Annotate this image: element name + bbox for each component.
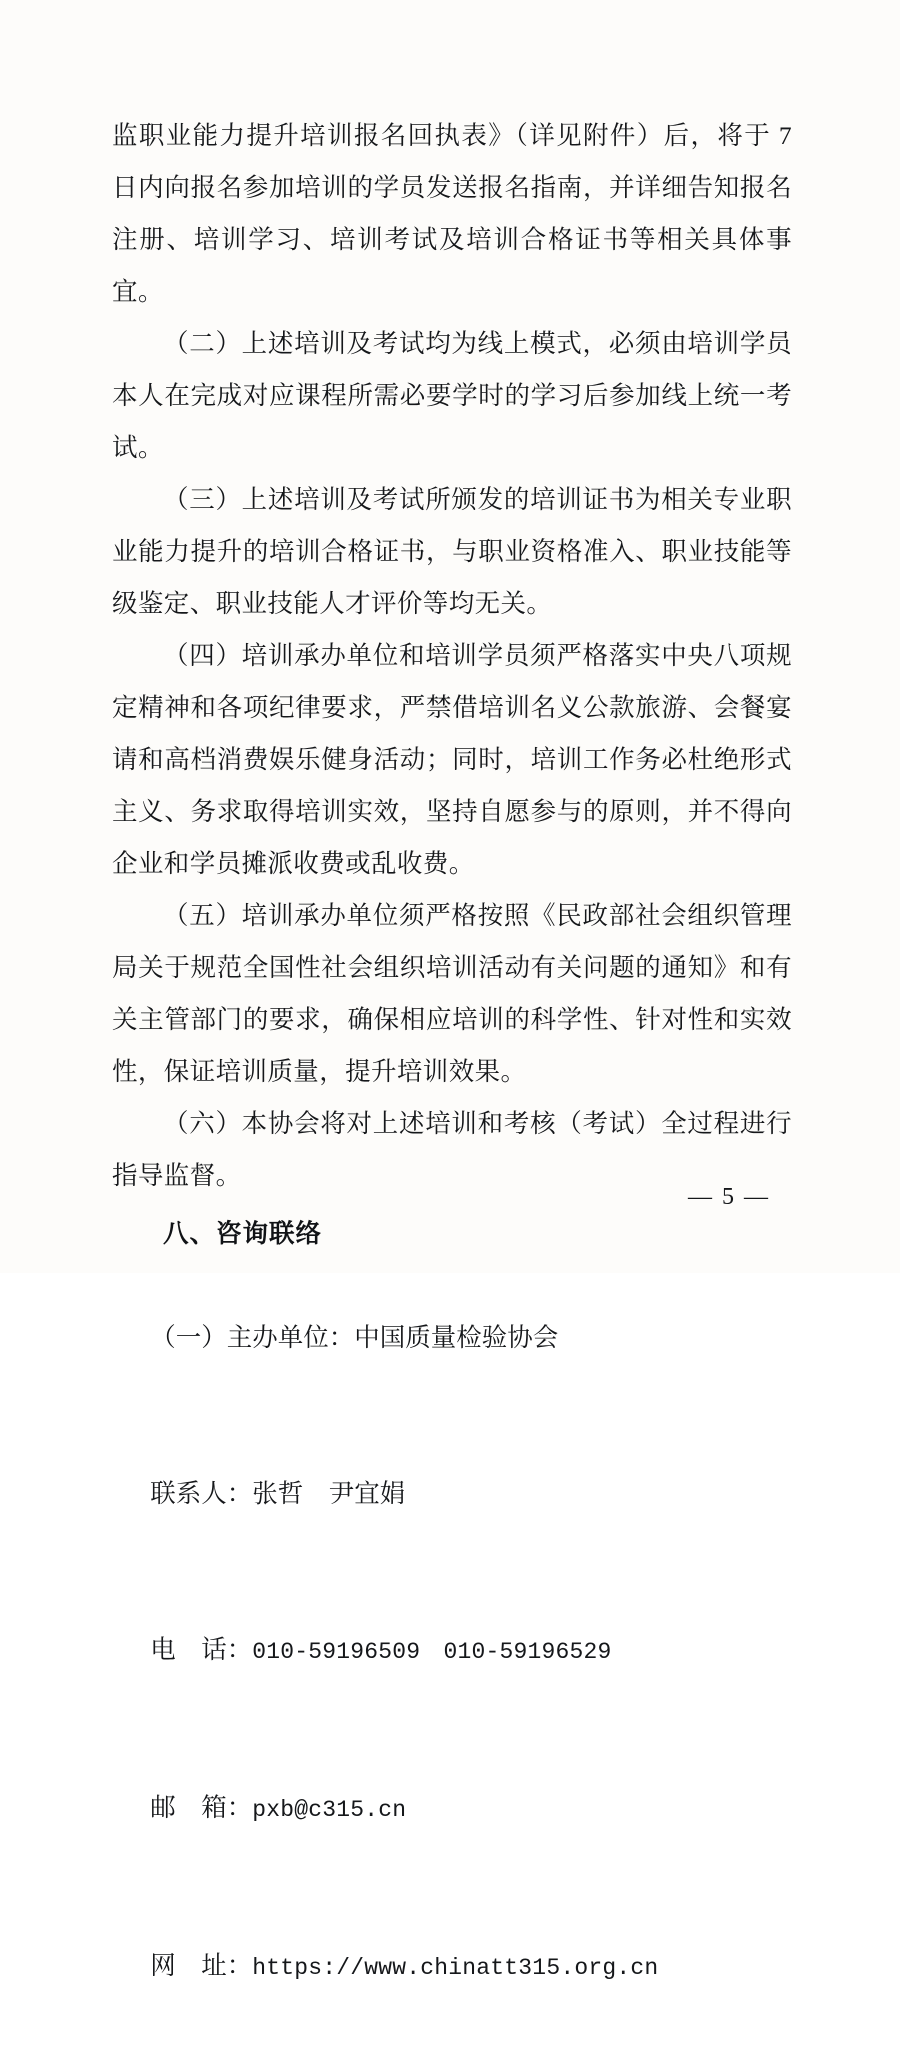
page-number: — 5 — <box>688 1184 770 1210</box>
paragraph-item-2: （二）上述培训及考试均为线上模式，必须由培训学员本人在完成对应课程所需必要学时的学习后参加线上统一考试。 <box>112 329 792 462</box>
paragraph-item-3: （三）上述培训及考试所颁发的培训证书为相关专业职业能力提升的培训合格证书，与职业资格准入、职业技能等级鉴定、职业技能人才评价等均无关。 <box>112 485 792 618</box>
contact-telephone-value: 010-59196509 010-59196529 <box>252 1639 612 1665</box>
paragraph-item-6: （六）本协会将对上述培训和考核（考试）全过程进行指导监督。 <box>112 1109 792 1190</box>
contact-email-value: pxb@c315.cn <box>252 1797 407 1823</box>
contact-website-label: 网 址： <box>150 1951 253 1980</box>
paragraph-continued: 监职业能力提升培训报名回执表》（详见附件）后，将于 7 日内向报名参加培训的学员发送报名指南，并详细告知报名注册、培训学习、培训考试及培训合格证书等相关具体事宜。 <box>112 121 792 306</box>
contact-organizer-value: 中国质量检验协会 <box>354 1323 559 1352</box>
paragraph-item-5: （五）培训承办单位须严格按照《民政部社会组织管理局关于规范全国性社会组织培训活动有关问题的通知》和有关主管部门的要求，确保相应培训的科学性、针对性和实效性，保证培训质量，提升培训效果。 <box>112 901 792 1086</box>
contact-email <box>112 1730 792 1888</box>
contact-person <box>112 1416 792 1572</box>
contact-email-label: 邮 箱： <box>150 1793 253 1822</box>
contact-person-label: 联系人： <box>150 1479 253 1508</box>
contact-telephone-label: 电 话： <box>150 1635 253 1664</box>
section-heading-contact: 八、咨询联络 <box>163 1219 323 1248</box>
contact-person-value: 张哲 尹宜娟 <box>252 1479 406 1508</box>
contact-telephone <box>112 1572 792 1730</box>
paragraph-item-4: （四）培训承办单位和培训学员须严格落实中央八项规定精神和各项纪律要求，严禁借培训名义公款旅游、会餐宴请和高档消费娱乐健身活动；同时，培训工作务必杜绝形式主义、务求取得培训实效，坚持自愿参与的原则，并不得向企业和学员摊派收费或乱收费。 <box>112 641 792 878</box>
contact-organizer <box>112 1260 792 1416</box>
page-body <box>112 110 792 2046</box>
contact-website-value: https://www.chinatt315.org.cn <box>252 1955 659 1981</box>
contact-website <box>112 1888 792 2046</box>
contact-organizer-label: （一）主办单位： <box>150 1323 355 1352</box>
